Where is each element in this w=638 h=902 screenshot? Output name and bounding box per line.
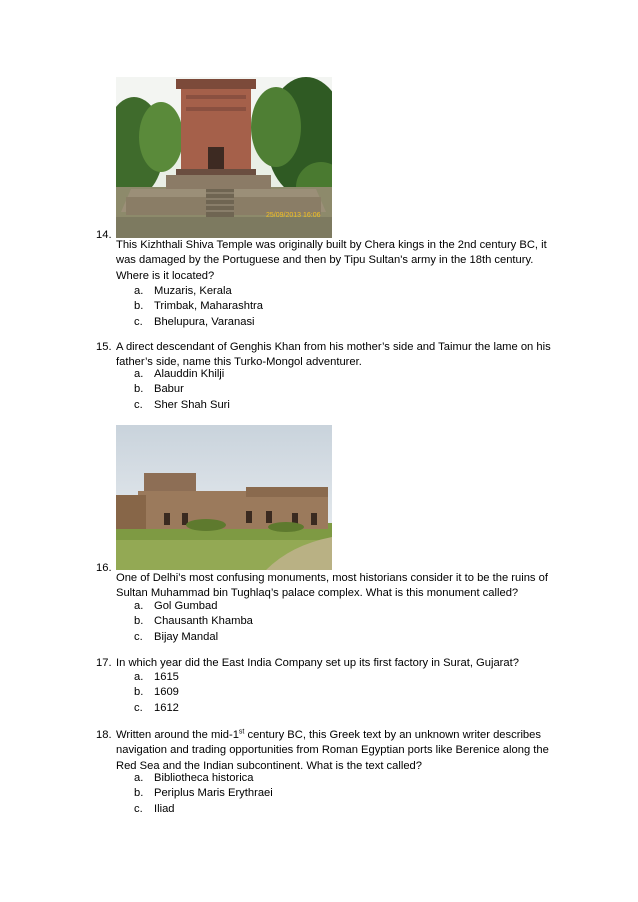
question-14-options (134, 284, 263, 330)
option[interactable]: a. Alauddin Khilji (134, 368, 225, 380)
option[interactable]: c. Sher Shah Suri (134, 398, 230, 411)
option[interactable]: a. Muzaris, Kerala (134, 285, 232, 297)
ruins-photo (116, 425, 332, 570)
option[interactable]: c. Iliad (134, 802, 175, 815)
question-18-text: Written around the mid-1st century BC, this Greek text by an unknown writer describes navigation and trading opportunities from Roman Egyptian ports like Berenice along the Red Sea and the Indian subcontinent. What is the text called? (116, 728, 549, 772)
question-15-number: 15. (96, 341, 112, 353)
question-16-number: 16. (96, 562, 112, 574)
question-17-options (134, 670, 179, 716)
temple-photo (116, 77, 332, 238)
question-14-number: 14. (96, 229, 112, 241)
temple-image (116, 77, 332, 238)
option[interactable]: b. 1609 (134, 686, 179, 699)
option[interactable]: b. Periplus Maris Erythraei (134, 787, 273, 800)
question-17-text: In which year did the East India Company set up its first factory in Surat, Gujarat? (116, 657, 519, 669)
question-18-number: 18. (96, 729, 112, 741)
ruins-image (116, 425, 332, 570)
photo-timestamp: 25/09/2013 16:06 (266, 212, 321, 219)
question-15-text: A direct descendant of Genghis Khan from his mother’s side and Taimur the lame on his father’s side, name this Turko-Mongol adventurer. (116, 341, 551, 369)
option[interactable]: a. Gol Gumbad (134, 600, 218, 612)
question-17-number: 17. (96, 657, 112, 669)
question-16-options (134, 599, 253, 645)
option[interactable]: a. 1615 (134, 671, 179, 683)
option[interactable]: c. Bhelupura, Varanasi (134, 315, 255, 328)
option[interactable]: a. Bibliotheca historica (134, 772, 254, 784)
question-14-text: This Kizhthali Shiva Temple was originally built by Chera kings in the 2nd century BC, it was damaged by the Portuguese and then by Tipu Sultan's army in the 18th century. Where is it located? (116, 239, 547, 282)
option[interactable]: b. Chausanth Khamba (134, 615, 253, 628)
option[interactable]: c. Bijay Mandal (134, 630, 219, 643)
option[interactable]: b. Trimbak, Maharashtra (134, 300, 264, 313)
question-18-options (134, 771, 273, 817)
question-15-options (134, 367, 230, 413)
option[interactable]: c. 1612 (134, 701, 179, 714)
question-16-text: One of Delhi’s most confusing monuments, most historians consider it to be the ruins of Sultan Muhammad bin Tughlaq’s palace complex. What is this monument called? (116, 572, 548, 600)
option[interactable]: b. Babur (134, 383, 184, 396)
